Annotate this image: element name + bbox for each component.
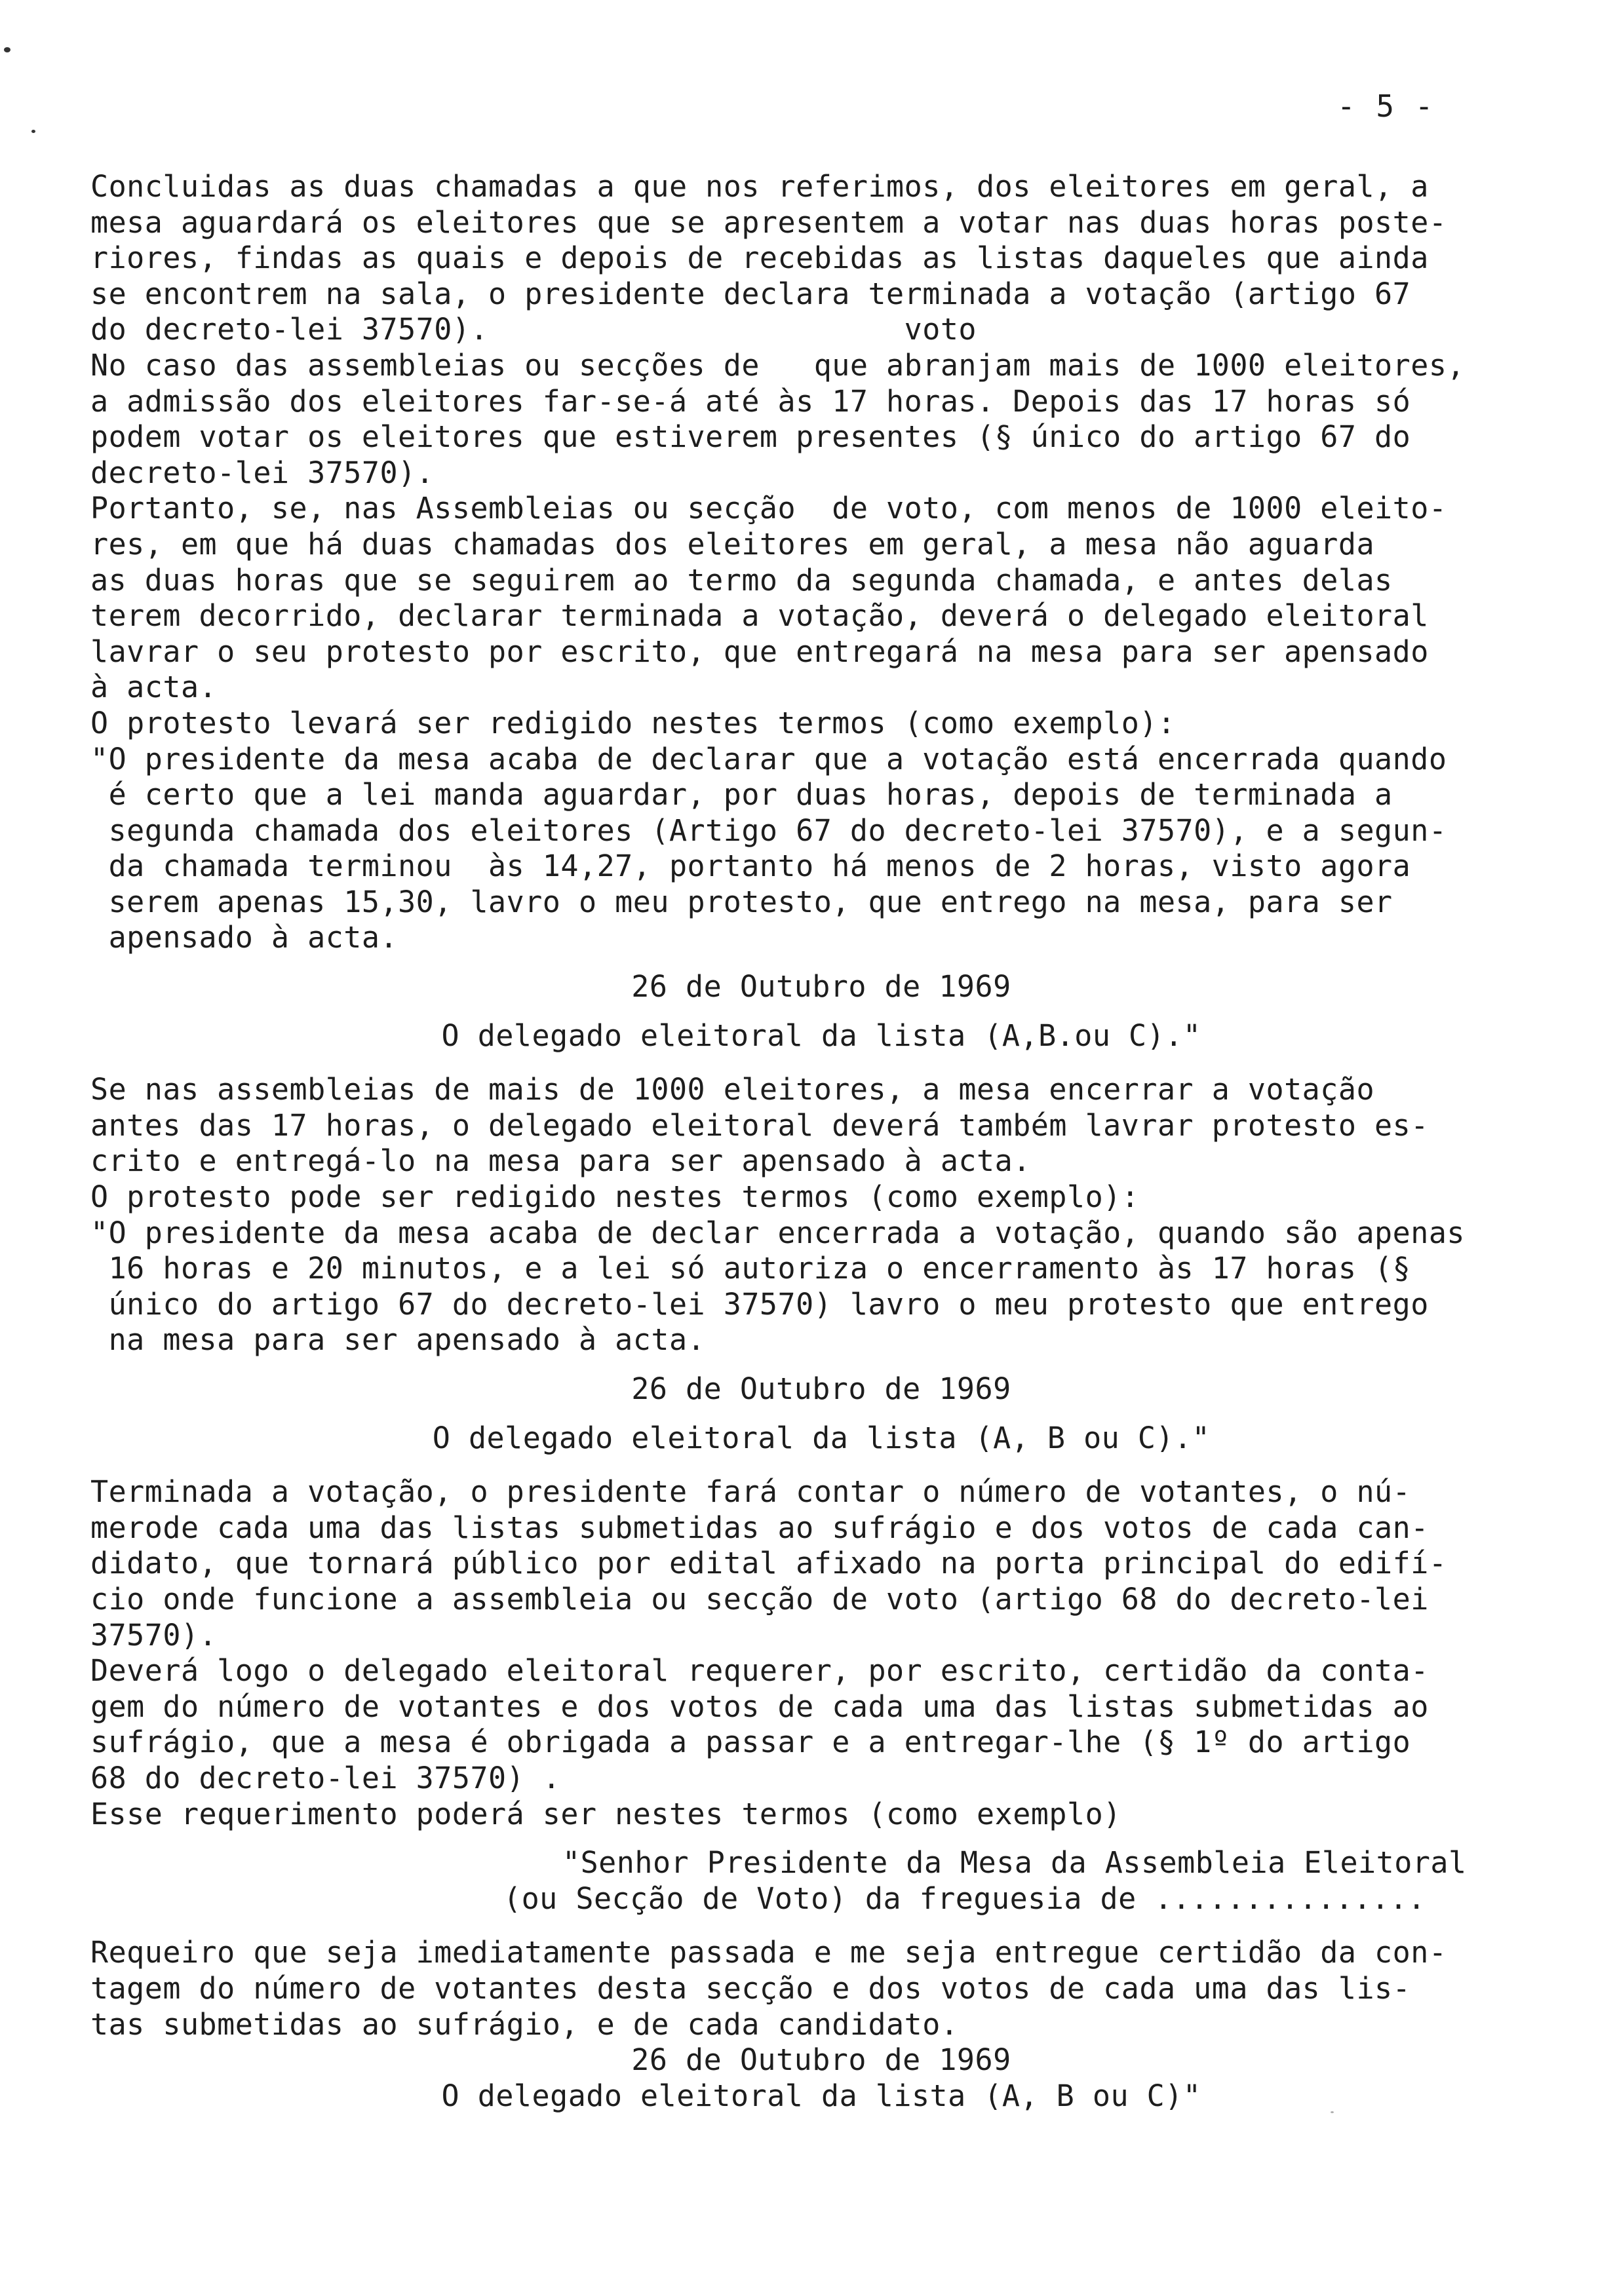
scan-speck <box>1331 2111 1334 2113</box>
text-line: Deverá logo o delegado eleitoral requerer, por escrito, certidão da conta- <box>90 1653 1429 1689</box>
request-header-line: (ou Secção de Voto) da freguesia de ............... <box>503 1881 1426 1916</box>
text-line: se encontrem na sala, o presidente declara terminada a votação (artigo 67 <box>90 276 1411 311</box>
text-line: riores, findas as quais e depois de recebidas as listas daqueles que ainda <box>90 240 1429 276</box>
text-line: O protesto levará ser redigido nestes termos (como exemplo): <box>90 705 1176 740</box>
text-line: mesa aguardará os eleitores que se apresentem a votar nas duas horas poste- <box>90 204 1447 240</box>
quote-line: único do artigo 67 do decreto-lei 37570) lavro o meu protesto que entrego <box>90 1286 1429 1322</box>
quote-line: na mesa para ser apensado à acta. <box>90 1322 706 1358</box>
quote-line: é certo que a lei manda aguardar, por duas horas, depois de terminada a <box>90 777 1393 813</box>
text-line: antes das 17 horas, o delegado eleitoral deverá também lavrar protesto es- <box>90 1107 1429 1143</box>
text-line: 68 do decreto-lei 37570) . <box>90 1760 561 1795</box>
signature-line: O delegado eleitoral da lista (A, B ou C)" <box>441 2078 1201 2113</box>
text-line: O protesto pode ser redigido nestes termos (como exemplo): <box>90 1179 1140 1215</box>
text-line: as duas horas que se seguirem ao termo da segunda chamada, e antes delas <box>90 562 1393 598</box>
signature-line: O delegado eleitoral da lista (A,B.ou C)." <box>441 1018 1201 1053</box>
text-line: res, em que há duas chamadas dos eleitores em geral, a mesa não aguarda <box>90 526 1375 562</box>
document-body <box>90 169 1552 2114</box>
scan-speck <box>31 130 35 133</box>
text-line: lavrar o seu protesto por escrito, que entregará na mesa para ser apensado <box>90 634 1429 669</box>
quote-line: "O presidente da mesa acaba de declarar que a votação está encerrada quando <box>90 741 1447 776</box>
text-line: podem votar os eleitores que estiverem presentes (§ único do artigo 67 do <box>90 419 1411 455</box>
text-line: decreto-lei 37570). <box>90 455 435 490</box>
quote-line: segunda chamada dos eleitores (Artigo 67 do decreto-lei 37570), e a segun- <box>90 813 1447 848</box>
text-line: 37570). <box>90 1617 218 1653</box>
date-line: 26 de Outubro de 1969 <box>631 2042 1011 2078</box>
text-line: cio onde funcione a assembleia ou secção de voto (artigo 68 do decreto-lei <box>90 1581 1429 1617</box>
text-line: No caso das assembleias ou secções de que abranjam mais de 1000 eleitores, <box>90 347 1466 383</box>
date-line: 26 de Outubro de 1969 <box>631 969 1011 1004</box>
text-line: Portanto, se, nas Assembleias ou secção de voto, com menos de 1000 eleito- <box>90 491 1447 526</box>
text-line: crito e entregá-lo na mesa para ser apensado à acta. <box>90 1143 1031 1179</box>
scan-speck <box>4 47 10 52</box>
page-number: - 5 - <box>1337 88 1435 124</box>
text-line: Concluidas as duas chamadas a que nos referimos, dos eleitores em geral, a <box>90 169 1429 204</box>
text-line: merode cada uma das listas submetidas ao sufrágio e dos votos de cada can- <box>90 1510 1429 1545</box>
text-line: tagem do número de votantes desta secção e dos votos de cada uma das lis- <box>90 1970 1411 2006</box>
quote-line: apensado à acta. <box>90 920 399 955</box>
quote-line: "O presidente da mesa acaba de declar encerrada a votação, quando são apenas <box>90 1215 1466 1250</box>
text-line: gem do número de votantes e dos votos de cada uma das listas submetidas ao <box>90 1689 1429 1724</box>
text-line: Esse requerimento poderá ser nestes termos (como exemplo) <box>90 1796 1121 1831</box>
quote-line: da chamada terminou às 14,27, portanto há menos de 2 horas, visto agora <box>90 849 1411 884</box>
text-line: do decreto-lei 37570). voto <box>90 312 977 347</box>
text-line: terem decorrido, declarar terminada a votação, deverá o delegado eleitoral <box>90 598 1429 634</box>
text-line: à acta. <box>90 670 218 705</box>
text-line: Terminada a votação, o presidente fará contar o número de votantes, o nú- <box>90 1474 1411 1510</box>
signature-line: O delegado eleitoral da lista (A, B ou C)." <box>432 1420 1211 1455</box>
quote-line: 16 horas e 20 minutos, e a lei só autoriza o encerramento às 17 horas (§ <box>90 1251 1411 1286</box>
text-line: tas submetidas ao sufrágio, e de cada candidato. <box>90 2006 959 2042</box>
text-line: Requeiro que seja imediatamente passada e me seja entregue certidão da con- <box>90 1935 1447 1970</box>
request-header-line: "Senhor Presidente da Mesa da Assembleia Eleitoral <box>562 1845 1467 1881</box>
date-line: 26 de Outubro de 1969 <box>631 1371 1011 1406</box>
text-line: didato, que tornará público por edital afixado na porta principal do edifí- <box>90 1546 1447 1581</box>
quote-line: serem apenas 15,30, lavro o meu protesto, que entrego na mesa, para ser <box>90 884 1393 919</box>
text-line: Se nas assembleias de mais de 1000 eleitores, a mesa encerrar a votação <box>90 1072 1375 1107</box>
text-line: a admissão dos eleitores far-se-á até às 17 horas. Depois das 17 horas só <box>90 383 1411 419</box>
text-line: sufrágio, que a mesa é obrigada a passar e a entregar-lhe (§ 1º do artigo <box>90 1725 1411 1760</box>
